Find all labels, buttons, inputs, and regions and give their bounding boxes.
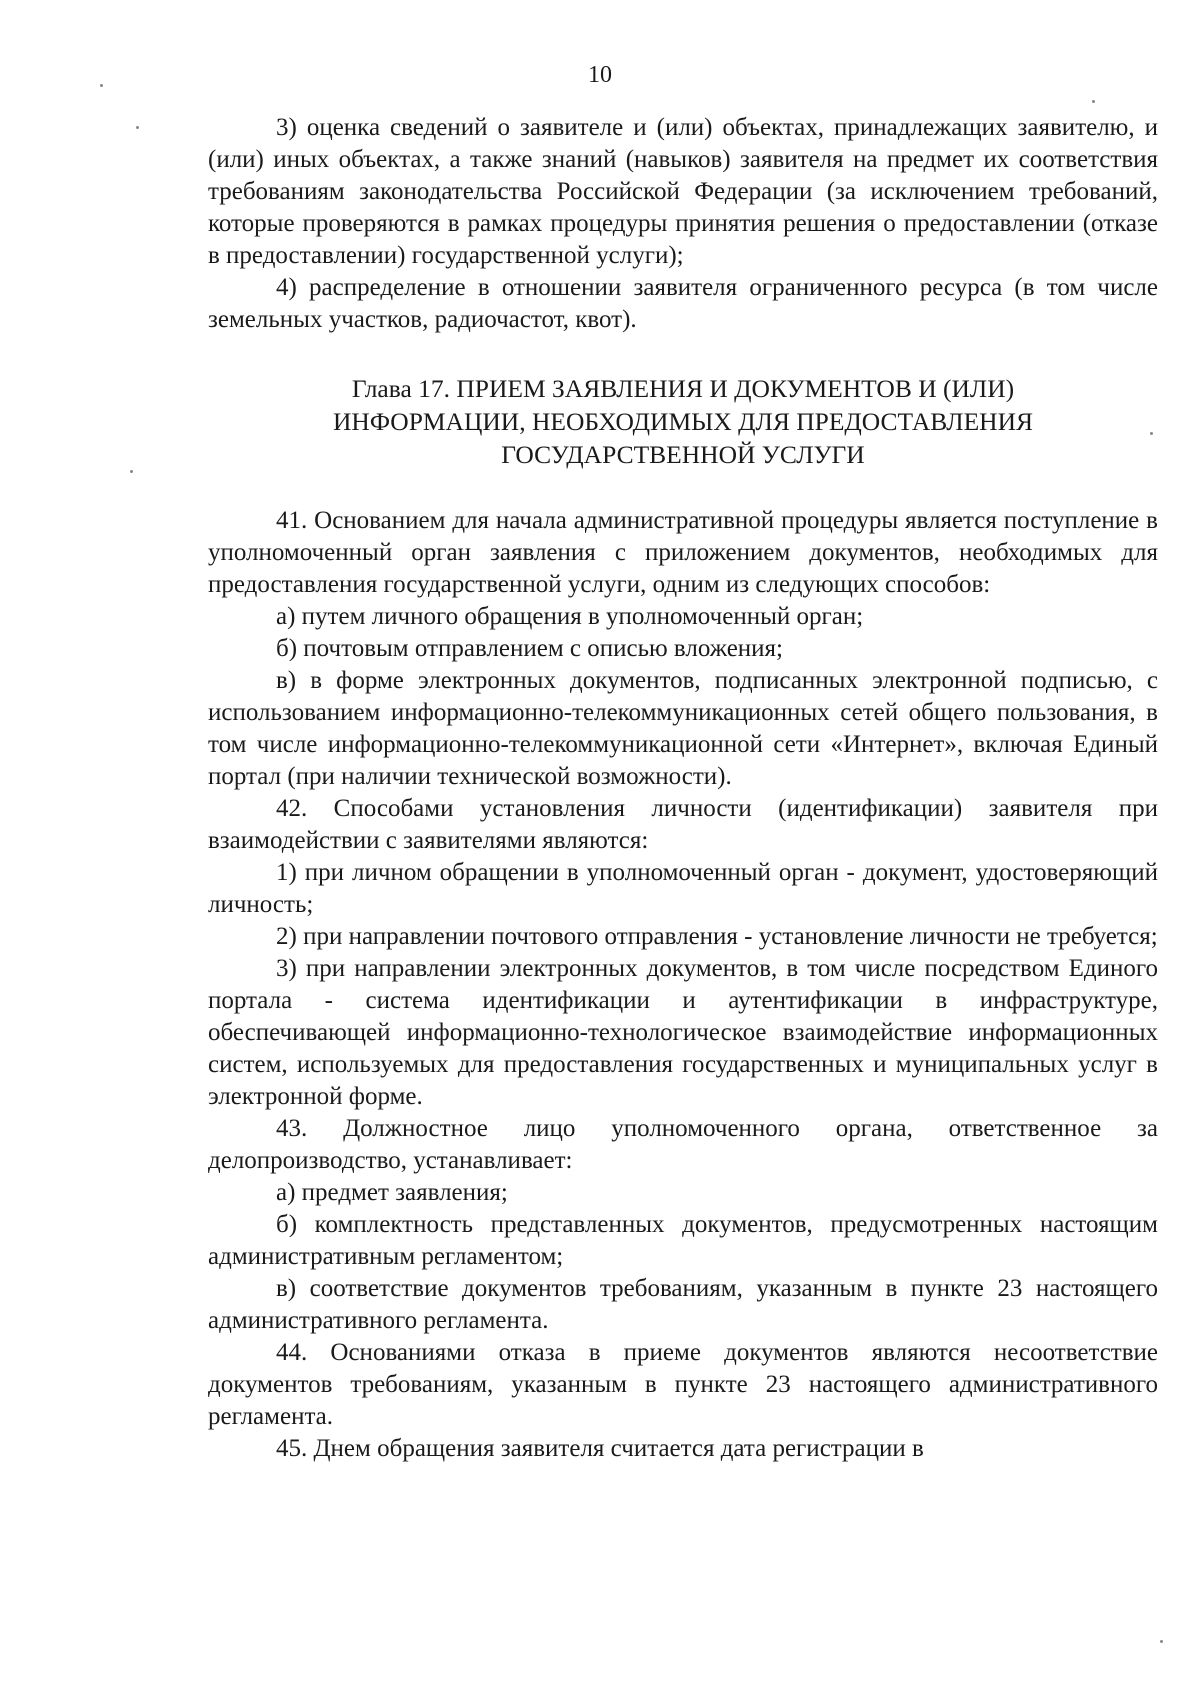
paragraph: 43. Должностное лицо уполномоченного органа, ответственное за делопроизводство, устанавливает: xyxy=(208,1115,1158,1174)
scan-speck xyxy=(1160,1640,1163,1643)
paragraph: 44. Основаниями отказа в приеме документов являются несоответствие документов требованиям, указанным в пункте 23 настоящего административного регламента. xyxy=(208,1339,1158,1430)
paragraph: а) предмет заявления; xyxy=(276,1179,508,1206)
scan-speck xyxy=(100,84,103,87)
heading-line: Глава 17. ПРИЕМ ЗАЯВЛЕНИЯ И ДОКУМЕНТОВ И (ИЛИ) xyxy=(351,374,1015,403)
paragraph: 3) оценка сведений о заявителе и (или) объектах, принадлежащих заявителю, и (или) иных объектах, а также знаний (навыков) заявителя на предмет их соответствия требованиям законодательства Российской Федерации (за исключением требований, которые проверяются в рамках процедуры принятия решения о предоставлении (отказе в предоставлении) государственной услуги); xyxy=(208,114,1158,269)
paragraph: 1) при личном обращении в уполномоченный орган - документ, удостоверяющий личность; xyxy=(208,859,1158,918)
paragraph: 4) распределение в отношении заявителя ограниченного ресурса (в том числе земельных участков, радиочастот, квот). xyxy=(208,274,1158,333)
scan-speck xyxy=(136,126,139,129)
paragraph: а) путем личного обращения в уполномоченный орган; xyxy=(276,603,864,630)
paragraph: 2) при направлении почтового отправления - установление личности не требуется; xyxy=(276,923,1158,950)
chapter-heading xyxy=(208,372,1158,471)
scan-speck xyxy=(130,470,133,473)
paragraph: в) в форме электронных документов, подписанных электронной подписью, с использованием информационно-телекоммуникационных сетей общего пользования, в том числе информационно-телекоммуникационной сети «Интернет», включая Единый портал (при наличии технической возможности). xyxy=(208,667,1158,790)
page-number: 10 xyxy=(588,62,612,88)
document-body xyxy=(208,112,1158,1465)
scan-speck xyxy=(1092,100,1095,103)
paragraph: 3) при направлении электронных документов, в том числе посредством Единого портала - система идентификации и аутентификации в инфраструктуре, обеспечивающей информационно-технологическое взаимодействие информационных систем, используемых для предоставления государственных и муниципальных услуг в электронной форме. xyxy=(208,955,1158,1110)
paragraph: б) комплектность представленных документов, предусмотренных настоящим административным регламентом; xyxy=(208,1211,1158,1270)
scan-speck xyxy=(1150,432,1153,435)
heading-line: ГОСУДАРСТВЕННОЙ УСЛУГИ xyxy=(501,440,865,469)
paragraph: в) соответствие документов требованиям, указанным в пункте 23 настоящего административного регламента. xyxy=(208,1275,1158,1334)
heading-line: ИНФОРМАЦИИ, НЕОБХОДИМЫХ ДЛЯ ПРЕДОСТАВЛЕНИЯ xyxy=(332,407,1033,436)
paragraph: 41. Основанием для начала административной процедуры является поступление в уполномоченный орган заявления с приложением документов, необходимых для предоставления государственной услуги, одним из следующих способов: xyxy=(208,507,1158,598)
paragraph: 42. Способами установления личности (идентификации) заявителя при взаимодействии с заявителями являются: xyxy=(208,795,1158,854)
paragraph: 45. Днем обращения заявителя считается дата регистрации в xyxy=(276,1435,924,1462)
paragraph: б) почтовым отправлением с описью вложения; xyxy=(276,635,784,662)
